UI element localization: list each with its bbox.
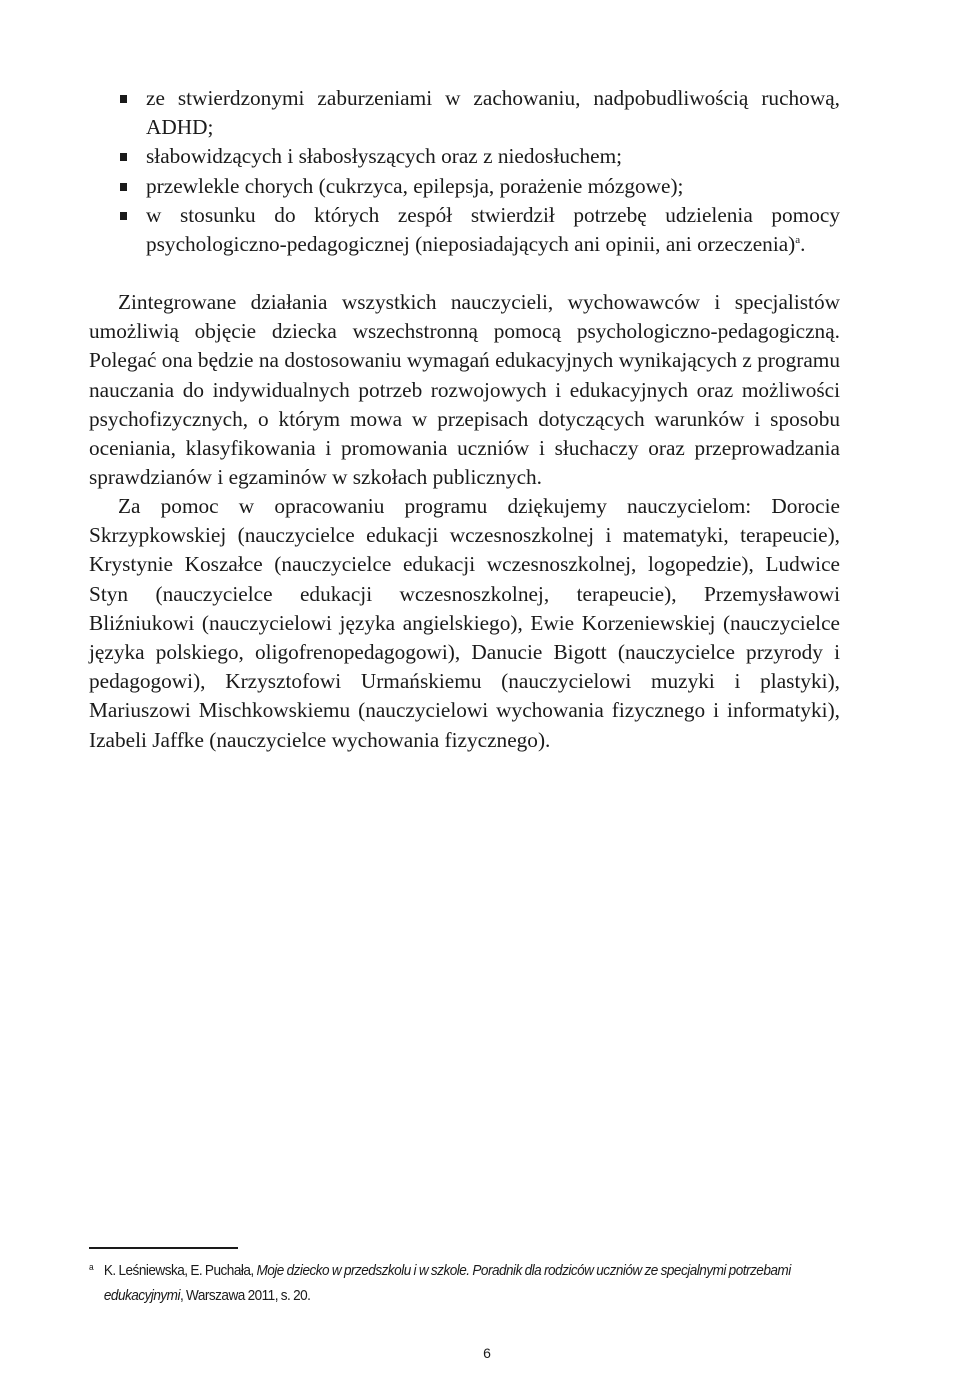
square-bullet-icon (120, 95, 127, 103)
body-paragraph: Zintegrowane działania wszystkich nauczycieli, wychowawców i specjalistów umożliwią objęcie dziecka wszechstronną pomocą psychologiczno-pedagogiczną. Polegać ona będzie na dostosowaniu wymagań edukacyjnych wynikających z programu nauczania do indywidualnych potrzeb rozwojowych i edukacyjnych oraz możliwości psychofizycznych, o którym mowa w przepisach dotyczących warunków i sposobu oceniania, klasyfikowania i promowania uczniów i słuchaczy oraz przeprowadzania sprawdzianów i egzaminów w szkołach publicznych. (89, 290, 840, 490)
list-item (118, 142, 840, 171)
list-item-text: słabowidzących i słabosłyszących oraz z niedosłuchem; (146, 144, 623, 169)
list-item-text: w stosunku do których zespół stwierdził potrzebę udzielenia pomocy psychologiczno-pedagogicznej (nieposiadających ani opinii, ani orzeczenia) (146, 202, 840, 257)
footnote-title: Moje dziecko w przedszkolu i w szkole. Poradnik dla rodziców uczniów ze specjalnymi potrzebami (256, 1263, 791, 1279)
footnote-title-continued: edukacyjnymi (103, 1288, 180, 1304)
footnote-separator (89, 1247, 238, 1249)
footnote-publication: , Warszawa 2011, s. 20. (179, 1288, 311, 1304)
acknowledgements-paragraph: Za pomoc w opracowaniu programu dziękujemy nauczycielom: Dorocie Skrzypkowskiej (nauczycielce edukacji wczesnoszkolnej i matematyki, terapeucie), Krystynie Koszałce (nauczycielce edukacji wczesnoszkolnej, logopedzie), Ludwice Styn (nauczycielce edukacji wczesnoszkolnej, terapeucie), Przemysławowi Bliźniukowi (nauczycielowi języka angielskiego), Ewie Korzeniewskiej (nauczycielce języka polskiego, oligofrenopedagogowi), Danucie Bigott (nauczycielce przyrody i pedagogowi), Krzysztofowi Urmańskiemu (nauczycielowi muzyki i plastyki), Mariuszowi Mischkowskiemu (nauczycielowi wychowania fizycznego i informatyki), Izabeli Jaffke (nauczycielce wychowania fizycznego). (89, 494, 840, 752)
square-bullet-icon (120, 153, 127, 161)
footnote-line-1 (89, 1255, 842, 1284)
footnote (89, 1255, 842, 1309)
list-item-text: ze stwierdzonymi zaburzeniami w zachowaniu, nadpobudliwością ruchową, ADHD; (146, 86, 840, 140)
footnote-mark: a (89, 1262, 94, 1272)
page-number: 6 (483, 1345, 491, 1361)
list-item-text: przewlekle chorych (cukrzyca, epilepsja, porażenie mózgowe); (146, 173, 684, 198)
list-item (118, 201, 840, 259)
square-bullet-icon (120, 183, 127, 191)
bullet-list (118, 84, 840, 259)
list-item (118, 172, 840, 201)
footnote-reference[interactable]: a (795, 233, 801, 246)
footnote-authors: K. Leśniewska, E. Puchała, (103, 1263, 257, 1279)
square-bullet-icon (120, 212, 127, 220)
list-item (118, 84, 840, 142)
footnote-line-2 (89, 1284, 842, 1309)
list-item-end: . (800, 232, 806, 257)
